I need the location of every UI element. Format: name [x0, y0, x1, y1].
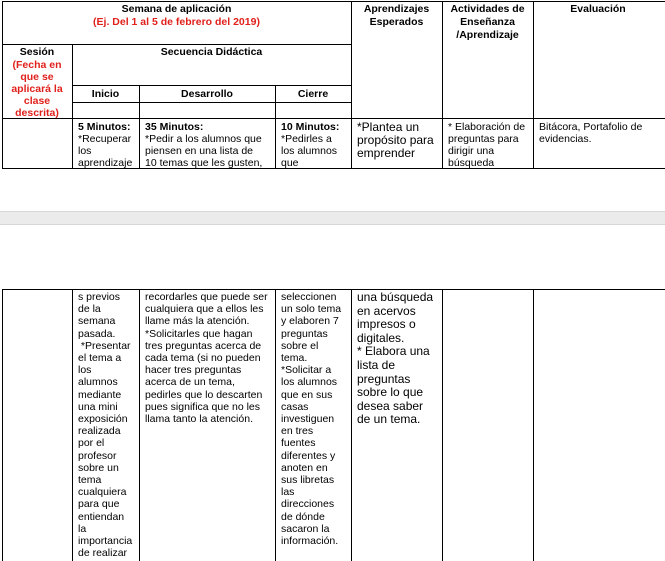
- inicio-line: pasada.: [78, 327, 116, 340]
- sesion-note-5: descrita): [15, 107, 59, 119]
- cierre-line: seleccionen: [281, 291, 337, 303]
- actividades-header-3: /Aprendizaje: [456, 29, 519, 41]
- inicio-line: s previos: [78, 291, 121, 303]
- actividades-line: búsqueda: [448, 157, 495, 168]
- inicio-line: tema: [78, 474, 102, 486]
- actividades-line: * Elaboración de: [448, 121, 526, 133]
- inicio-line: los: [78, 364, 92, 377]
- sesion-header: Sesión: [19, 46, 55, 58]
- inicio-line: de la: [78, 303, 101, 316]
- cierre-line: los alumnos: [281, 376, 338, 389]
- cierre-line: información.: [281, 535, 339, 547]
- cierre-line: investiguen: [281, 413, 335, 425]
- aprendizajes-line: * Elabora una: [357, 345, 430, 359]
- cierre-line: *Pedirles a: [281, 133, 332, 145]
- inicio-line: *Recuperar: [78, 133, 132, 145]
- aprendizajes-line: impresos o: [357, 318, 416, 332]
- inicio-line: sobre un: [78, 461, 119, 474]
- cierre-line: que en sus: [281, 388, 333, 401]
- desarrollo-line: tres preguntas acerca de: [145, 339, 262, 352]
- desarrollo-line: cualquiera que a ellos les: [145, 303, 264, 316]
- actividades-line: dirigir una: [448, 145, 495, 157]
- evaluacion-line: Bitácora, Portafolio de: [539, 121, 643, 133]
- cierre-line: las: [281, 486, 295, 499]
- desarrollo-line: pues significa que no les: [145, 400, 260, 413]
- aprendizajes-header-1: Aprendizajes: [363, 3, 430, 15]
- inicio-line: importancia: [78, 535, 133, 547]
- desarrollo-line: cada tema (si no pueden: [145, 352, 261, 364]
- cierre-line: en tres: [281, 425, 314, 438]
- cierre-header: Cierre: [297, 88, 329, 100]
- inicio-line: el tema a: [78, 352, 122, 364]
- aprendizajes-line: *Plantea un: [357, 121, 420, 134]
- cierre-time: 10 Minutos:: [281, 121, 340, 133]
- cierre-line: un solo tema: [281, 303, 342, 316]
- secuencia-header: Secuencia Didáctica: [160, 46, 263, 58]
- cierre-line: fuentes: [281, 437, 316, 450]
- cierre-line: que: [281, 157, 299, 168]
- cierre-line: tema.: [281, 352, 308, 364]
- cierre-line: anoten en: [281, 461, 328, 474]
- inicio-line: *Presentar: [78, 339, 131, 352]
- inicio-line: por el: [78, 437, 105, 450]
- inicio-header: Inicio: [91, 88, 120, 100]
- inicio-line: semana: [78, 315, 116, 328]
- aprendizajes-line: digitales.: [357, 331, 405, 345]
- cierre-line: de dónde: [281, 510, 325, 523]
- desarrollo-line: *Pedir a los alumnos que: [145, 133, 262, 145]
- desarrollo-line: llame más la atención.: [145, 315, 250, 328]
- sesion-note-4: clase: [23, 95, 51, 107]
- desarrollo-line: pedirles que lo descarten: [145, 388, 263, 401]
- aprendizajes-line: propósito para: [357, 134, 434, 147]
- cierre-line: los alumnos: [281, 145, 338, 157]
- inicio-line: aprendizaje: [78, 157, 133, 168]
- cierre-line: *Solicitar a: [281, 364, 332, 377]
- inicio-line: de realizar: [78, 547, 128, 560]
- inicio-line: para que: [78, 498, 120, 511]
- aprendizajes-header-2: Esperados: [369, 16, 424, 28]
- inicio-line: una mini: [78, 400, 118, 413]
- actividades-header-2: Enseñanza: [460, 16, 515, 28]
- aprendizajes-line: desea saber: [357, 399, 424, 413]
- inicio-time: 5 Minutos:: [78, 121, 131, 133]
- desarrollo-line: recordarles que puede ser: [145, 291, 268, 303]
- cierre-line: sacaron la: [281, 522, 330, 535]
- desarrollo-line: acerca de un tema,: [145, 376, 235, 389]
- inicio-line: los: [78, 145, 92, 157]
- cierre-line: direcciones: [281, 498, 335, 511]
- evaluacion-line: evidencias.: [539, 133, 592, 145]
- aprendizajes-line: una búsqueda: [357, 291, 434, 304]
- inicio-line: exposición: [78, 413, 128, 425]
- cierre-line: casas: [281, 400, 309, 413]
- desarrollo-line: hacer tres preguntas: [145, 364, 242, 377]
- sesion-note-2: que se: [20, 71, 54, 83]
- semana-title: Semana de aplicación: [121, 3, 232, 15]
- sesion-note-3: aplicará la: [11, 83, 63, 95]
- inicio-line: mediante: [78, 388, 122, 401]
- inicio-line: profesor: [78, 449, 117, 462]
- aprendizajes-line: sobre lo que: [357, 386, 424, 400]
- aprendizajes-line: de un tema.: [357, 413, 421, 427]
- inicio-line: realizada: [78, 425, 121, 438]
- desarrollo-time: 35 Minutos:: [145, 121, 204, 133]
- desarrollo-line: 10 temas que les gusten,: [145, 157, 263, 168]
- evaluacion-header: Evaluación: [570, 3, 626, 15]
- actividades-line: preguntas para: [448, 133, 519, 145]
- aprendizajes-line: en acervos: [357, 304, 416, 318]
- inicio-line: entiendan: [78, 510, 125, 523]
- inicio-line: cualquiera: [78, 486, 127, 499]
- aprendizajes-line: emprender: [357, 147, 416, 160]
- aprendizajes-line: lista de: [357, 359, 396, 372]
- cierre-line: y elaboren 7: [281, 315, 339, 328]
- sesion-note-1: (Fecha en: [12, 59, 62, 71]
- desarrollo-line: llama tanto la atención.: [145, 413, 253, 425]
- page-separator: [0, 211, 665, 225]
- semana-example: (Ej. Del 1 al 5 de febrero del 2019): [93, 16, 260, 28]
- inicio-line: la: [78, 522, 87, 535]
- desarrollo-header: Desarrollo: [181, 88, 233, 100]
- desarrollo-line: piensen en una lista de: [145, 145, 253, 157]
- cierre-line: preguntas: [281, 327, 328, 340]
- inicio-line: alumnos: [78, 376, 118, 389]
- desarrollo-line: *Solicitarles que hagan: [145, 327, 253, 340]
- cierre-line: sobre el: [281, 339, 319, 352]
- cierre-line: diferentes y: [281, 449, 336, 462]
- actividades-header-1: Actividades de: [450, 3, 525, 15]
- aprendizajes-line: preguntas: [357, 372, 411, 386]
- cierre-line: sus libretas: [281, 474, 335, 486]
